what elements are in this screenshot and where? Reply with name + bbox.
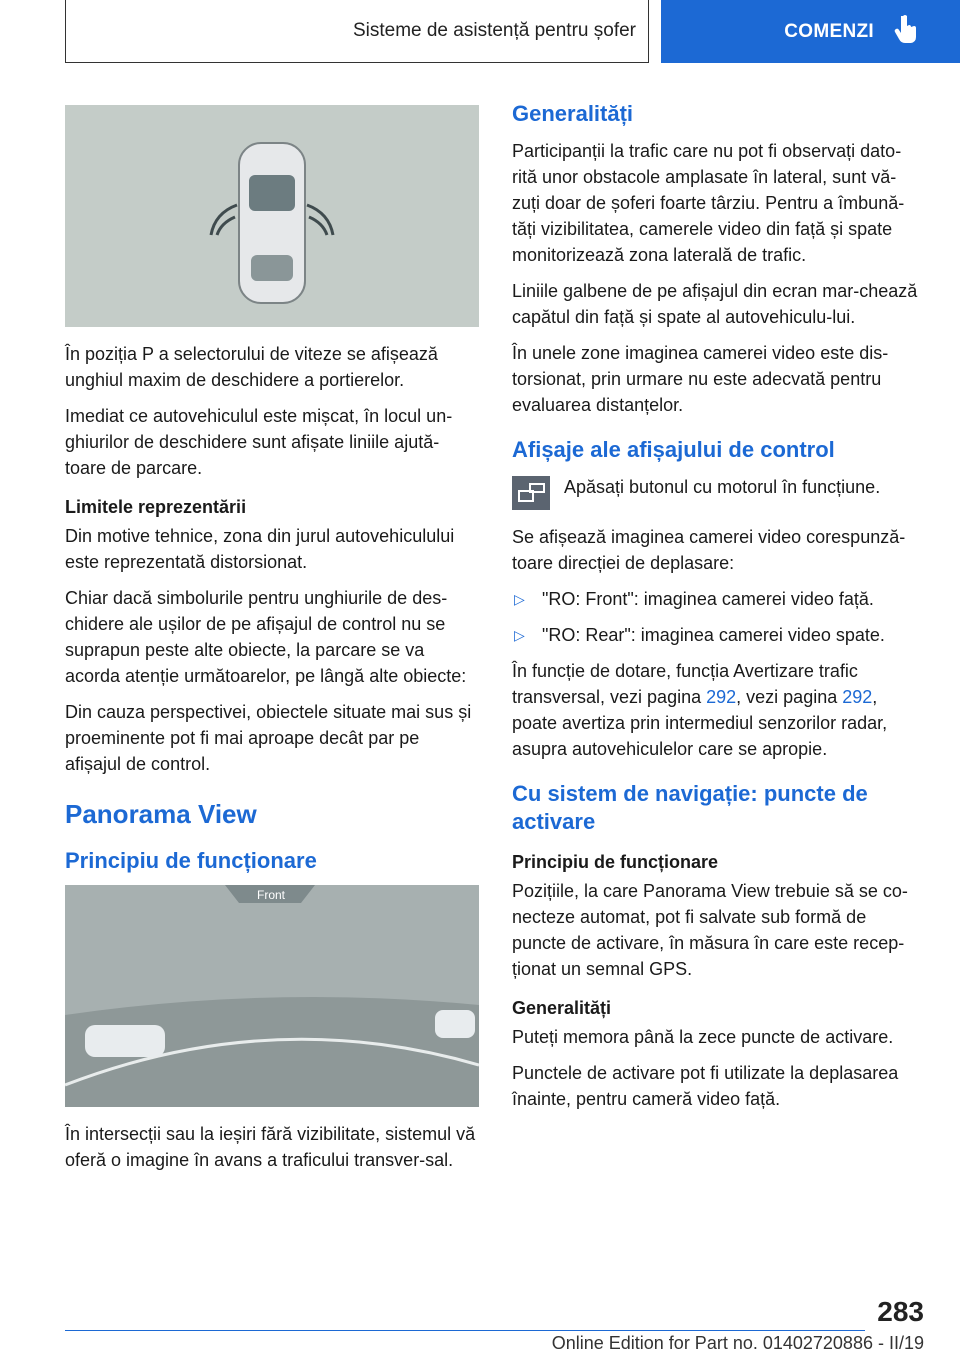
paragraph: Puteți memora până la zece puncte de activare. — [512, 1027, 894, 1047]
page-number: 283 — [877, 1296, 924, 1327]
paragraph: În unele zone imaginea camerei video este dis-torsionat, prin urmare nu este adecvată pentru evaluarea distanțelor. — [512, 343, 889, 415]
paragraph: Participanții la trafic care nu pot fi observați dato-rită unor obstacole amplasate în lateral, sunt vă-zuți doar de șoferi foarte târziu. Pentru a îmbună-tăți vizibilitatea, camerele video din față și spate monitorizează zona laterală de trafic. — [512, 141, 905, 265]
paragraph: Se afișează imaginea camerei video corespunză-toare direcției de deplasare: — [512, 527, 906, 573]
heading-principle: Principiu de funcționare — [512, 852, 719, 872]
paragraph: Din motive tehnice, zona din jurul autovehiculului este reprezentată distorsionat. — [65, 526, 455, 572]
camera-button-instruction — [512, 474, 924, 510]
left-column — [65, 105, 479, 1183]
door-angle-figure — [65, 105, 479, 327]
page-link[interactable]: 292 — [706, 687, 737, 707]
paragraph: Pozițiile, la care Panorama View trebuie să se co-necteze automat, pot fi salvate sub formă de puncte de activare, în măsura în care este recep-ționat un semnal GPS. — [512, 881, 908, 979]
figure1-caption: În poziția P a selectorului de viteze se afișează unghiul maxim de deschidere a portierelor. — [65, 344, 438, 390]
tab-label: COMENZI — [784, 20, 874, 42]
list-item: ▷ "RO: Rear": imaginea camerei video spate. — [512, 622, 924, 648]
header-section — [65, 0, 649, 63]
page-link[interactable]: 292 — [842, 687, 873, 707]
right-column — [512, 100, 924, 1122]
icon-text: Apăsați butonul cu motorul în funcțiune. — [564, 477, 881, 497]
paragraph: Chiar dacă simbolurile pentru unghiurile de des-chidere ale ușilor de pe afișajul de control nu se suprapun peste alte obiecte, la parcare se va acorda atenție următoarelor, pe lângă alte obiecte: — [65, 588, 467, 686]
heading-panorama-view: Panorama View — [65, 799, 257, 829]
figure2-caption: În intersecții sau la ieșiri fără vizibilitate, sistemul vă oferă o imagine în avans a traficului transver-sal. — [65, 1124, 476, 1170]
heading-navigation: Cu sistem de navigație: puncte de activare — [512, 781, 868, 834]
cross-traffic-paragraph: În funcție de dotare, funcția Avertizare trafic transversal, vezi pagina 292, vezi pagina 292, poate avertiza prin intermediul senzorilor radar, asupra autovehiculelor care se apropie. — [512, 661, 888, 759]
paragraph: Liniile galbene de pe afișajul din ecran mar-chează capătul din față și spate al autovehiculu-lui. — [512, 281, 918, 327]
camera-button-icon — [512, 476, 550, 510]
triangle-bullet-icon: ▷ — [514, 627, 525, 643]
front-camera-figure — [65, 885, 479, 1107]
edition-text: Online Edition for Part no. 01402720886 - II/19 — [551, 1333, 924, 1353]
paragraph: Imediat ce autovehiculul este mișcat, în locul un-ghiurilor de deschidere sunt afișate liniile ajută-toare de parcare. — [65, 406, 453, 478]
section-title: Sisteme de asistență pentru șofer — [352, 20, 636, 41]
triangle-bullet-icon: ▷ — [514, 591, 525, 607]
heading-general-2: Generalități — [512, 998, 612, 1018]
list-item: ▷ "RO: Front": imaginea camerei video față. — [512, 586, 924, 612]
heading-display: Afișaje ale afișajului de control — [512, 437, 835, 462]
footer-divider — [65, 1330, 865, 1331]
heading-limits: Limitele reprezentării — [65, 497, 247, 517]
paragraph: Din cauza perspectivei, obiectele situate mai sus și proeminente pot fi mai aproape decât par pe afișajul de control. — [65, 702, 472, 774]
heading-general: Generalități — [512, 101, 634, 126]
hand-pointer-icon — [894, 14, 920, 49]
front-label: Front — [257, 888, 286, 902]
paragraph: Punctele de activare pot fi utilizate la deplasarea înainte, pentru cameră video față. — [512, 1063, 899, 1109]
heading-principle: Principiu de funcționare — [65, 848, 317, 873]
tab-comenzi[interactable] — [661, 0, 960, 63]
